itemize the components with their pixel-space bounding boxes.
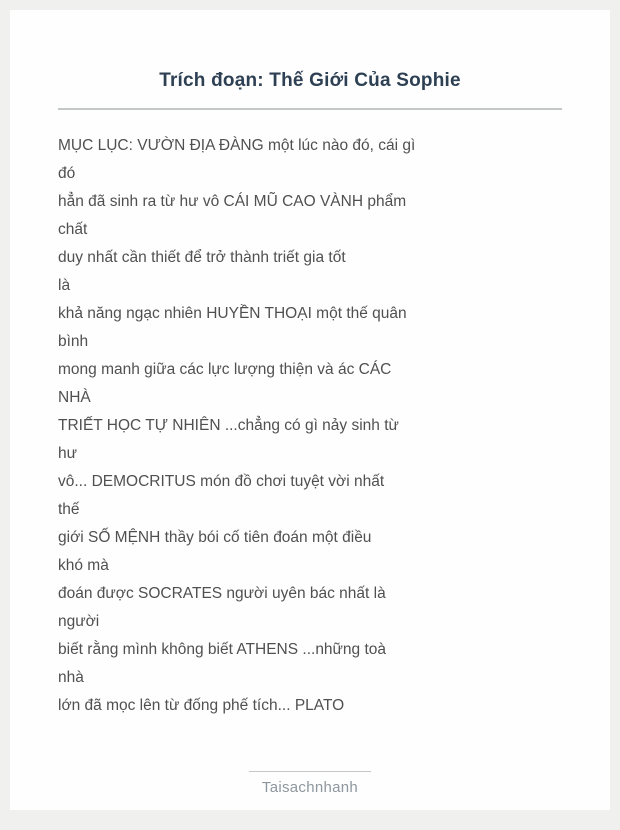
excerpt-line: thế <box>58 501 80 518</box>
excerpt-line: đó <box>58 165 76 182</box>
excerpt-line: vô... DEMOCRITUS món đồ chơi tuyệt vời nhất <box>58 473 385 490</box>
excerpt-line: đoán được SOCRATES người uyên bác nhất là <box>58 585 386 602</box>
excerpt-line: người <box>58 613 100 630</box>
excerpt-line: chất <box>58 221 88 238</box>
excerpt-line: TRIẾT HỌC TỰ NHIÊN ...chẳng có gì nảy sinh từ <box>58 417 399 434</box>
excerpt-line: là <box>58 277 71 294</box>
excerpt-line: khó mà <box>58 557 109 574</box>
excerpt-line: khả năng ngạc nhiên HUYỀN THOẠI một thế quân <box>58 305 407 322</box>
excerpt-line: hẳn đã sinh ra từ hư vô CÁI MŨ CAO VÀNH phẩm <box>58 193 407 210</box>
page-card <box>10 10 610 810</box>
footer-divider <box>249 771 371 772</box>
excerpt-text <box>58 132 562 720</box>
excerpt-line: mong manh giữa các lực lượng thiện và ác CÁC <box>58 361 392 378</box>
page-title: Trích đoạn: Thế Giới Của Sophie <box>159 70 461 91</box>
excerpt-line: nhà <box>58 669 84 686</box>
excerpt-line: giới SỐ MỆNH thầy bói cố tiên đoán một điều <box>58 529 372 546</box>
page-background <box>0 10 620 830</box>
excerpt-line: lớn đã mọc lên từ đống phế tích... PLATO <box>58 697 345 714</box>
title-divider <box>58 108 562 110</box>
excerpt-line: hư <box>58 445 77 462</box>
excerpt-line: MỤC LỤC: VƯỜN ĐỊA ĐÀNG một lúc nào đó, cái gì <box>58 137 416 154</box>
excerpt-line: NHÀ <box>58 389 91 406</box>
excerpt-line: bình <box>58 333 89 350</box>
page-footer <box>58 771 562 810</box>
footer-site-name: Taisachnhanh <box>261 779 359 796</box>
excerpt-line: biết rằng mình không biết ATHENS ...những toà <box>58 641 387 658</box>
excerpt-line: duy nhất cần thiết để trở thành triết gia tốt <box>58 249 346 266</box>
